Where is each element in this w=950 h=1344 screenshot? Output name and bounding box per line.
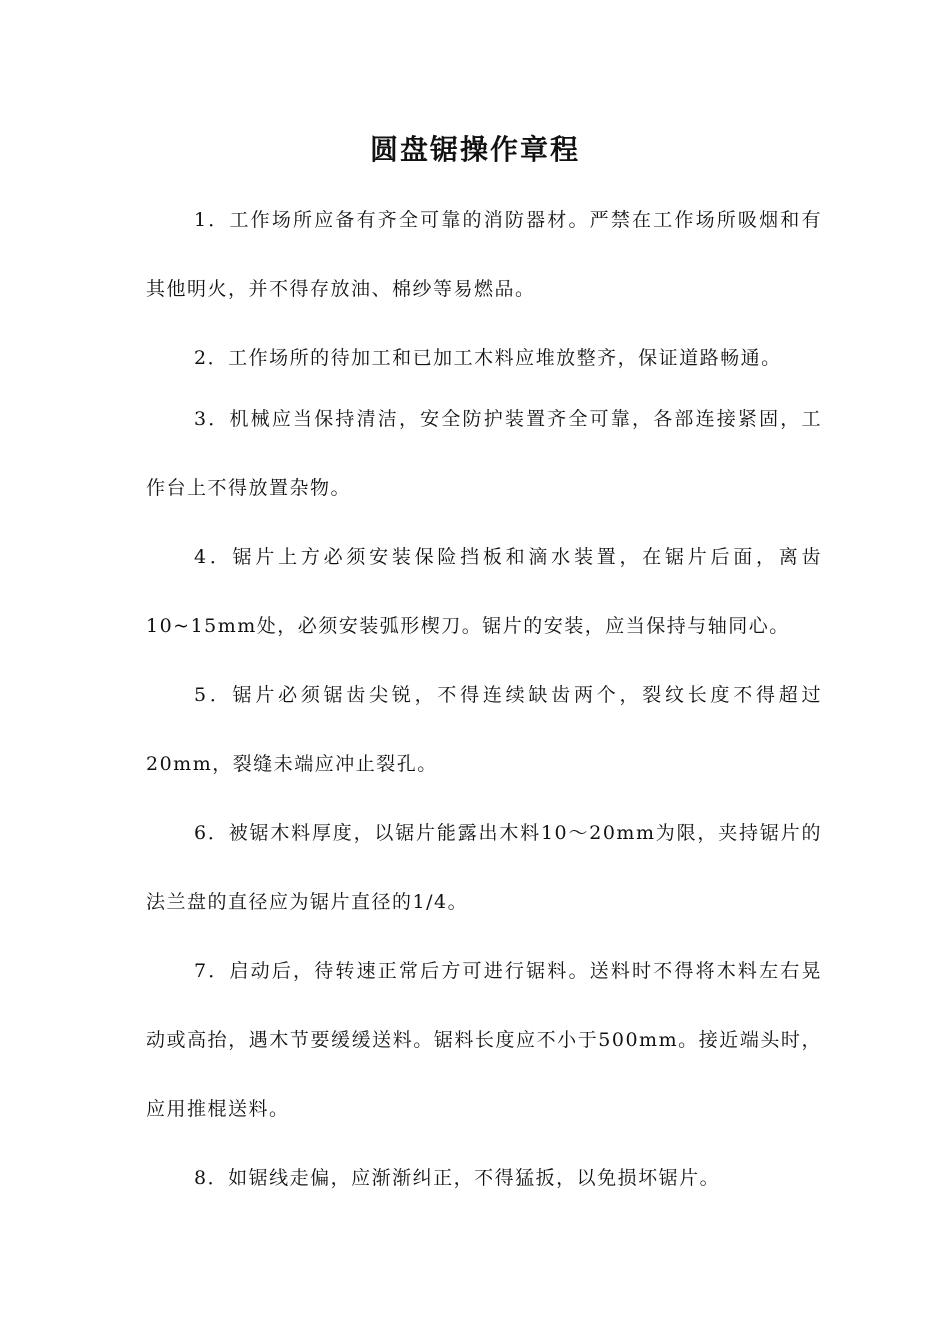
paragraph-8: 8．如锯线走偏，应渐渐纠正，不得猛扳，以免损坏锯片。 [194, 1167, 721, 1189]
paragraph-3: 3．机械应当保持清洁，安全防护装置齐全可靠，各部连接紧固，工作台上不得放置杂物。 [146, 408, 822, 499]
paragraph-1: 1．工作场所应备有齐全可靠的消防器材。严禁在工作场所吸烟和有其他明火，并不得存放油、棉纱等易燃品。 [146, 209, 822, 300]
paragraph-4: 4．锯片上方必须安装保险挡板和滴水装置，在锯片后面，离齿10~15mm处，必须安装弧形楔刀。锯片的安装，应当保持与轴同心。 [146, 546, 822, 637]
paragraph-7: 7．启动后，待转速正常后方可进行锯料。送料时不得将木料左右晃动或高抬，遇木节要缓缓送料。锯料长度应不小于500mm。接近端头时，应用推棍送料。 [146, 960, 822, 1120]
paragraph-6: 6．被锯木料厚度，以锯片能露出木料10～20mm为限，夹持锯片的法兰盘的直径应为锯片直径的1/4。 [146, 822, 822, 913]
paragraph-2: 2．工作场所的待加工和已加工木料应堆放整齐，保证道路畅通。 [194, 347, 782, 369]
paragraph-5: 5．锯片必须锯齿尖锐，不得连续缺齿两个，裂纹长度不得超过20mm，裂缝未端应冲止裂孔。 [146, 684, 822, 775]
document-title: 圆盘锯操作章程 [369, 133, 580, 166]
